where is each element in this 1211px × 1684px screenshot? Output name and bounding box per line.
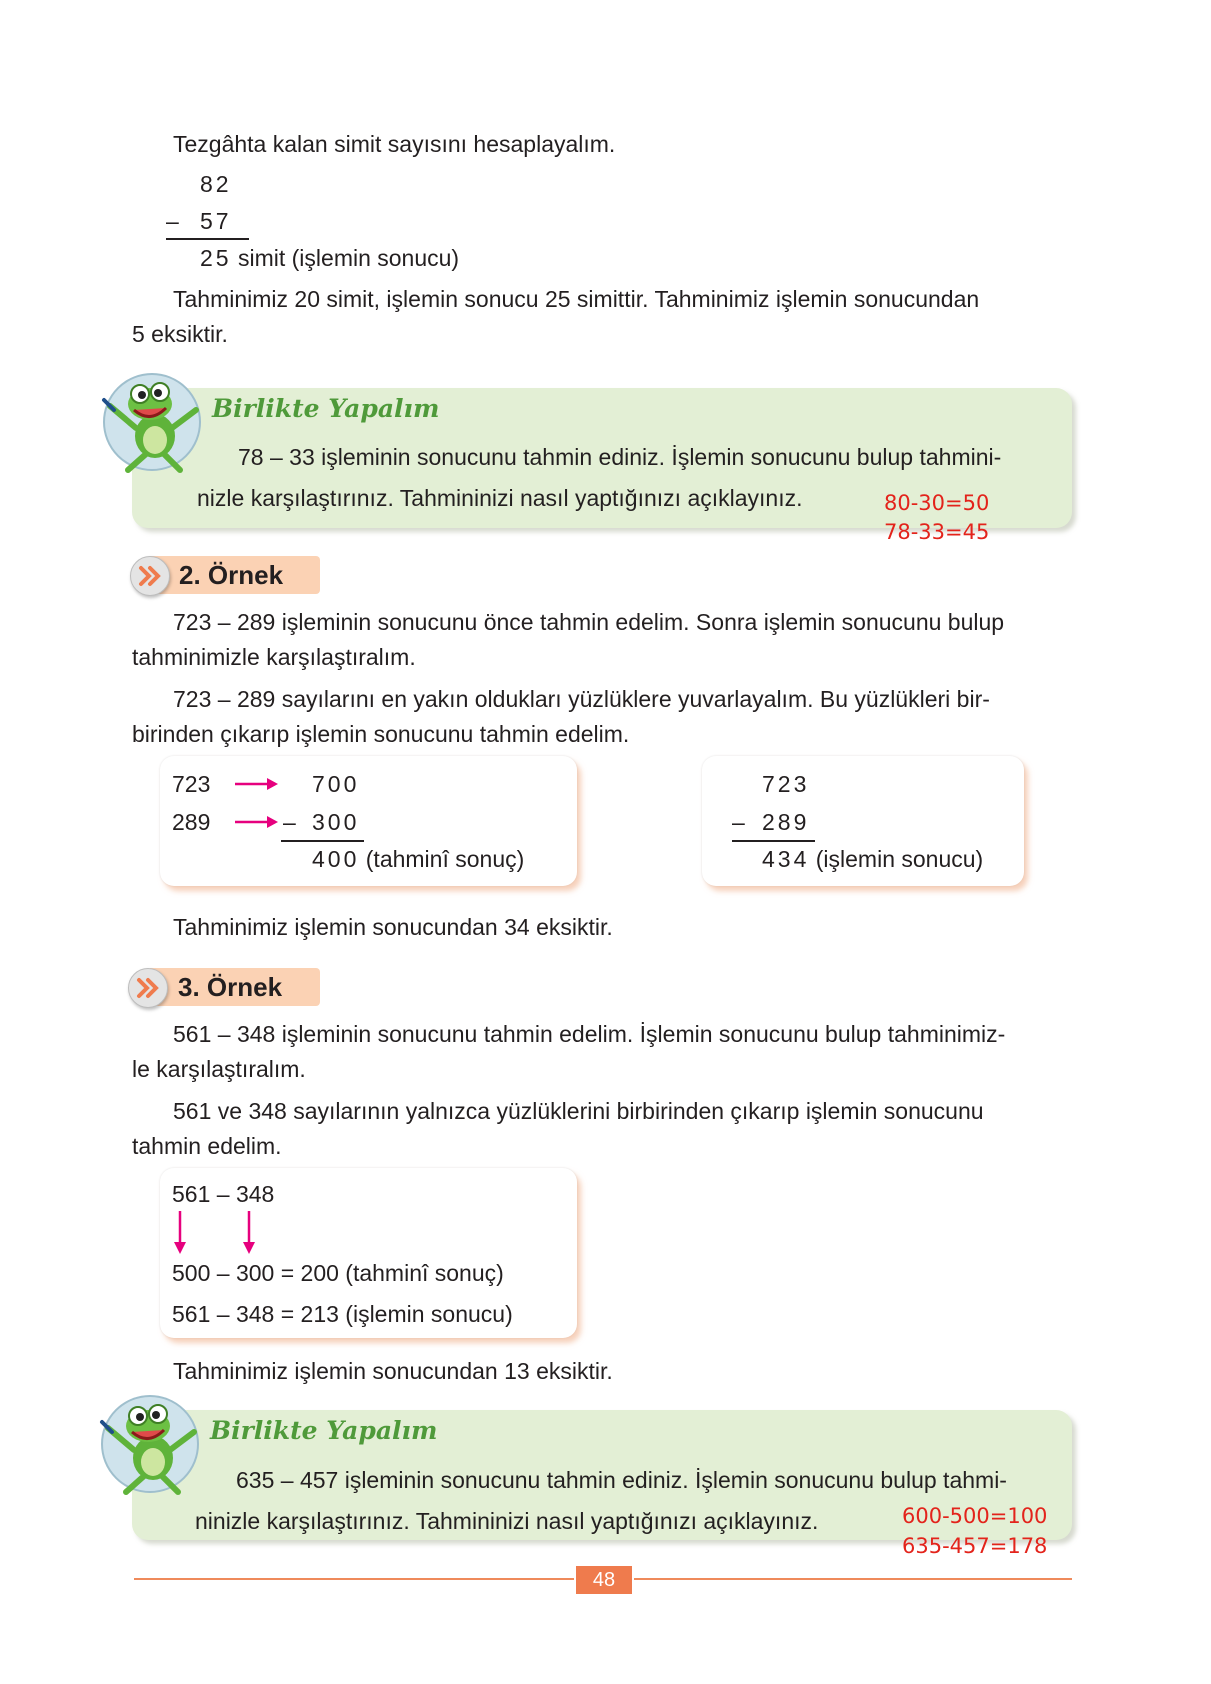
exact-minus-sign: – [732, 809, 745, 835]
example-3-label: 3. Örnek [178, 972, 283, 1002]
intro-result-label: simit (işlemin sonucu) [237, 245, 460, 271]
panel-1-title: Birlikte Yapalım [212, 394, 440, 423]
rounded-a: 700 [312, 771, 360, 797]
intro-result: 25 [200, 245, 232, 271]
example-3-para2-line2: tahmin edelim. [132, 1133, 282, 1159]
handwritten-note-result-2: 635-457=178 [902, 1534, 1048, 1558]
footer-rule-left [134, 1578, 574, 1580]
arrow-right-icon [234, 814, 280, 835]
rounded-b: 300 [312, 809, 360, 835]
rounding-result-row [312, 845, 524, 873]
panel-1-line2: nizle karşılaştırınız. Tahmininizi nasıl yaptığınızı açıklayınız. [197, 485, 803, 511]
panel-2-title: Birlikte Yapalım [210, 1416, 438, 1445]
example-2-para1-line1: 723 – 289 işleminin sonucunu önce tahmin edelim. Sonra işlemin sonucunu bulup [173, 609, 1005, 635]
page-number: 48 [576, 1566, 632, 1594]
frog-mascot-icon [98, 1392, 208, 1503]
intro-paragraph-line1: Tahminimiz 20 simit, işlemin sonucu 25 simittir. Tahminimiz işlemin sonucundan [173, 286, 980, 312]
handwritten-note-estimate-1: 80-30=50 [884, 491, 990, 515]
example-2-para2-line1: 723 – 289 sayılarını en yakın oldukları yüzlüklere yuvarlayalım. Bu yüzlükleri bir- [173, 686, 990, 712]
example-3-conclusion: Tahminimiz işlemin sonucundan 13 eksiktir. [173, 1358, 613, 1384]
example-2-para1-line2: tahminimizle karşılaştıralım. [132, 644, 416, 670]
exact-result-row [762, 845, 983, 873]
intro-result-row [200, 244, 459, 272]
arrow-down-icon [241, 1210, 257, 1261]
rounding-result: 400 [312, 846, 360, 872]
rounding-sum-line [281, 840, 364, 842]
rounding-result-label: (tahminî sonuç) [365, 846, 525, 872]
arrow-down-icon [172, 1210, 188, 1261]
example-3-para1-line1: 561 – 348 işleminin sonucunu tahmin edelim. İşlemin sonucunu bulup tahminimiz- [173, 1021, 1006, 1047]
frog-mascot-icon [100, 370, 210, 481]
arrow-right-icon [234, 776, 280, 797]
double-chevron-icon [128, 968, 168, 1008]
handwritten-note-result-1: 78-33=45 [884, 520, 990, 544]
rounding-minus-sign: – [283, 809, 296, 835]
example-2-conclusion: Tahminimiz işlemin sonucundan 34 eksiktir. [173, 914, 613, 940]
estimation-line3: 561 – 348 = 213 (işlemin sonucu) [172, 1301, 513, 1327]
example-3-para1-line2: le karşılaştıralım. [132, 1056, 306, 1082]
panel-2-line2: ninizle karşılaştırınız. Tahmininizi nasıl yaptığınızı açıklayınız. [195, 1508, 819, 1534]
intro-minuend: 82 [200, 171, 232, 197]
intro-heading: Tezgâhta kalan simit sayısını hesaplayalım. [173, 131, 616, 157]
exact-result: 434 [762, 846, 810, 872]
exact-number-a: 723 [762, 771, 810, 797]
double-chevron-icon [130, 556, 170, 596]
intro-subtrahend: 57 [200, 208, 232, 234]
estimation-line1: 561 – 348 [172, 1181, 275, 1207]
example-2-label: 2. Örnek [179, 560, 284, 590]
exact-result-label: (işlemin sonucu) [815, 846, 984, 872]
example-2-para2-line2: birinden çıkarıp işlemin sonucunu tahmin edelim. [132, 721, 630, 747]
panel-1-line1: 78 – 33 işleminin sonucunu tahmin ediniz. İşlemin sonucunu bulup tahmini- [238, 444, 1002, 470]
intro-minus-sign: – [166, 208, 179, 234]
rounding-number-a: 723 [172, 771, 211, 797]
exact-sum-line [732, 840, 815, 842]
intro-sum-line [166, 238, 249, 240]
handwritten-note-estimate-2: 600-500=100 [902, 1504, 1048, 1528]
panel-2-line1: 635 – 457 işleminin sonucunu tahmin ediniz. İşlemin sonucunu bulup tahmi- [236, 1467, 1007, 1493]
example-3-para2-line1: 561 ve 348 sayılarının yalnızca yüzlüklerini birbirinden çıkarıp işlemin sonucunu [173, 1098, 984, 1124]
footer-rule-right [634, 1578, 1072, 1580]
exact-number-b: 289 [762, 809, 810, 835]
intro-paragraph-line2: 5 eksiktir. [132, 321, 228, 347]
estimation-line2: 500 – 300 = 200 (tahminî sonuç) [172, 1260, 504, 1286]
rounding-number-b: 289 [172, 809, 211, 835]
